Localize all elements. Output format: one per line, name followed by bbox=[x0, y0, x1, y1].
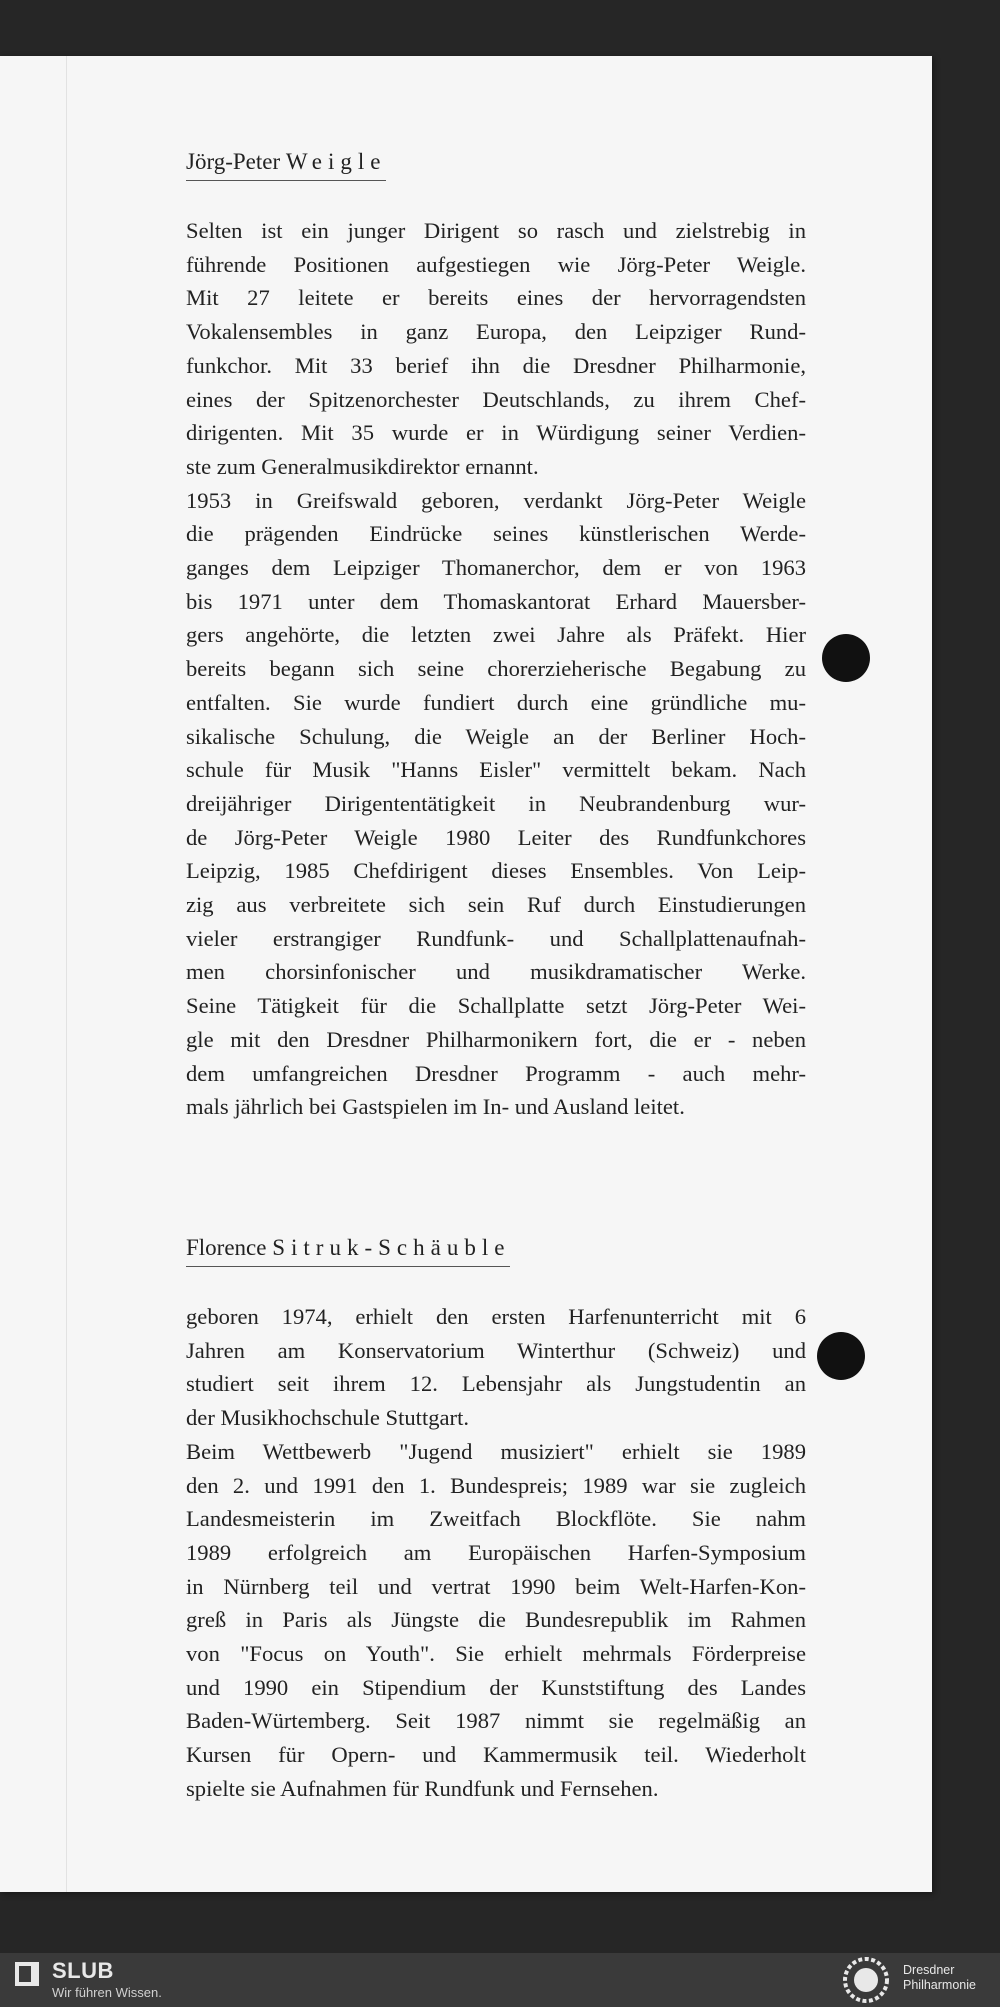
text-line: und 1990 ein Stipendium der Kunststiftung des Landes bbox=[186, 1674, 806, 1700]
text-line: der Musikhochschule Stuttgart. bbox=[186, 1405, 470, 1431]
heading-last-name: Weigle bbox=[285, 149, 387, 174]
text-line: Kursen für Opern- und Kammermusik teil. Wiederholt bbox=[186, 1742, 806, 1768]
slub-tagline: Wir führen Wissen. bbox=[52, 1985, 162, 2000]
text-line: den 2. und 1991 den 1. Bundespreis; 1989 war sie zugleich bbox=[186, 1472, 806, 1498]
punch-hole-icon bbox=[817, 1332, 865, 1380]
text-line: in Nürnberg teil und vertrat 1990 beim Welt-Harfen-Kon- bbox=[186, 1573, 806, 1599]
dresdner-philharmonie-logo-icon bbox=[842, 1956, 890, 2004]
text-line: Selten ist ein junger Dirigent so rasch und zielstrebig in bbox=[186, 218, 806, 243]
text-line: dreijähriger Dirigententätigkeit in Neubrandenburg wur- bbox=[186, 790, 806, 816]
footer-bar bbox=[0, 1953, 1000, 2007]
text-line: von "Focus on Youth". Sie erhielt mehrmals Förderpreise bbox=[186, 1641, 806, 1667]
text-line: dirigenten. Mit 35 wurde er in Würdigung seiner Verdien- bbox=[186, 420, 806, 446]
section-heading-sitruk-schaeuble bbox=[186, 1234, 510, 1267]
text-line: Landesmeisterin im Zweitfach Blockflöte. Sie nahm bbox=[186, 1506, 806, 1532]
text-line: dem umfangreichen Dresdner Programm - auch mehr- bbox=[186, 1060, 806, 1086]
text-line: Jahren am Konservatorium Winterthur (Schweiz) und bbox=[186, 1337, 806, 1363]
text-line: 1953 in Greifswald geboren, verdankt Jörg-Peter Weigle bbox=[186, 487, 806, 513]
text-line: ganges dem Leipziger Thomanerchor, dem er von 1963 bbox=[186, 555, 806, 581]
dp-name-line2: Philharmonie bbox=[903, 1978, 976, 1992]
punch-hole-icon bbox=[822, 634, 870, 682]
slub-logo-icon bbox=[14, 1961, 40, 1987]
heading-first-name: Florence bbox=[186, 1235, 273, 1260]
text-line: eines der Spitzenorchester Deutschlands, zu ihrem Chef- bbox=[186, 386, 806, 412]
text-line: die prägenden Eindrücke seines künstlerischen Werde- bbox=[186, 521, 806, 547]
heading-last-name: Sitruk-Schäuble bbox=[272, 1235, 511, 1260]
text-line: Leipzig, 1985 Chefdirigent dieses Ensembles. Von Leip- bbox=[186, 858, 806, 884]
text-line: gle mit den Dresdner Philharmonikern fort, die er - neben bbox=[186, 1026, 806, 1052]
text-line: men chorsinfonischer und musikdramatischer Werke. bbox=[186, 959, 806, 985]
text-line: zig aus verbreitete sich sein Ruf durch Einstudierungen bbox=[186, 892, 806, 918]
text-line: Baden-Würtemberg. Seit 1987 nimmt sie regelmäßig an bbox=[186, 1708, 806, 1734]
text-line: greß in Paris als Jüngste die Bundesrepublik im Rahmen bbox=[186, 1607, 806, 1633]
slub-name: SLUB bbox=[52, 1958, 114, 1983]
section-heading-weigle bbox=[186, 148, 386, 181]
text-line: Mit 27 leitete er bereits eines der hervorragendsten bbox=[186, 285, 806, 311]
text-line: schule für Musik "Hanns Eisler" vermittelt bekam. Nach bbox=[186, 757, 806, 783]
text-line: sikalische Schulung, die Weigle an der Berliner Hoch- bbox=[186, 723, 806, 749]
text-line: 1989 erfolgreich am Europäischen Harfen-Symposium bbox=[186, 1539, 806, 1565]
dp-name-line1: Dresdner bbox=[903, 1963, 955, 1977]
text-line: entfalten. Sie wurde fundiert durch eine gründliche mu- bbox=[186, 689, 806, 715]
biography-sitruk-schaeuble bbox=[186, 1300, 806, 1806]
text-line: bereits begann sich seine chorerzieherische Begabung zu bbox=[186, 656, 806, 682]
text-line: ste zum Generalmusikdirektor ernannt. bbox=[186, 453, 539, 479]
text-line: geboren 1974, erhielt den ersten Harfenunterricht mit 6 bbox=[186, 1304, 806, 1329]
dresdner-philharmonie-name bbox=[903, 1963, 976, 1993]
text-line: vieler erstrangiger Rundfunk- und Schallplattenaufnah- bbox=[186, 925, 806, 951]
text-line: studiert seit ihrem 12. Lebensjahr als Jungstudentin an bbox=[186, 1371, 806, 1397]
text-line: de Jörg-Peter Weigle 1980 Leiter des Rundfunkchores bbox=[186, 824, 806, 850]
text-line: spielte sie Aufnahmen für Rundfunk und Fernsehen. bbox=[186, 1775, 659, 1801]
text-line: Beim Wettbewerb "Jugend musiziert" erhielt sie 1989 bbox=[186, 1438, 806, 1464]
biography-weigle bbox=[186, 214, 806, 1124]
heading-first-name: Jörg-Peter bbox=[186, 149, 286, 174]
text-line: führende Positionen aufgestiegen wie Jörg-Peter Weigle. bbox=[186, 251, 806, 277]
page-fold-line bbox=[66, 56, 67, 1892]
text-line: funkchor. Mit 33 berief ihn die Dresdner Philharmonie, bbox=[186, 352, 806, 378]
text-line: gers angehörte, die letzten zwei Jahre als Präfekt. Hier bbox=[186, 622, 806, 648]
text-line: mals jährlich bei Gastspielen im In- und Ausland leitet. bbox=[186, 1094, 685, 1120]
text-line: Vokalensembles in ganz Europa, den Leipziger Rund- bbox=[186, 319, 806, 345]
text-line: bis 1971 unter dem Thomaskantorat Erhard Mauersber- bbox=[186, 588, 806, 614]
text-line: Seine Tätigkeit für die Schallplatte setzt Jörg-Peter Wei- bbox=[186, 993, 806, 1019]
